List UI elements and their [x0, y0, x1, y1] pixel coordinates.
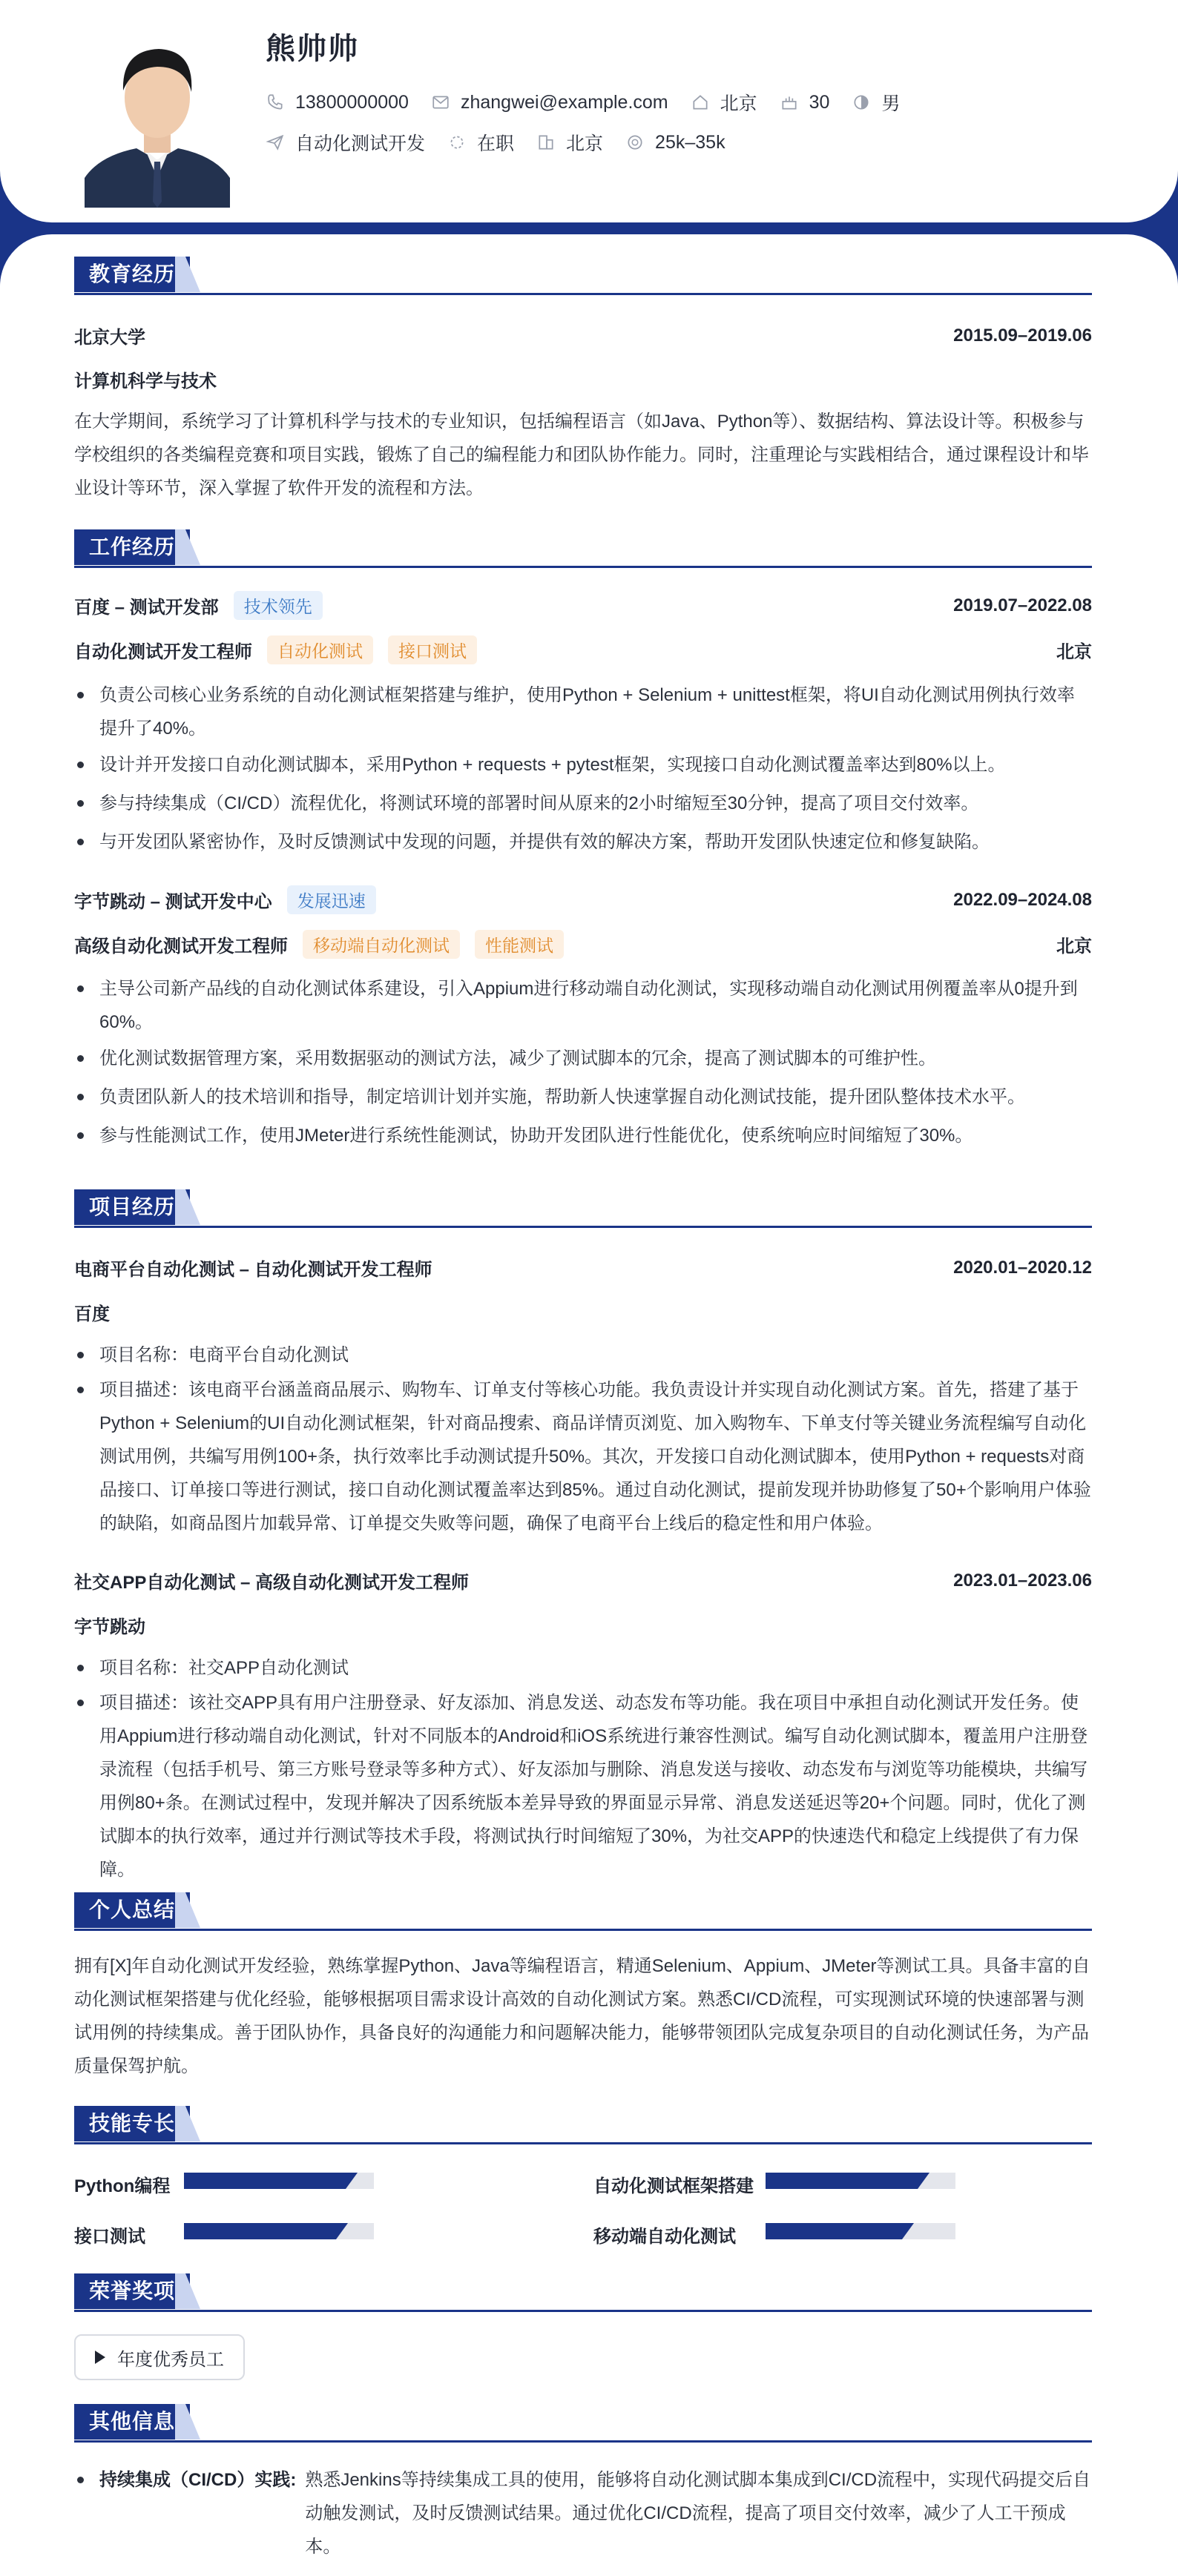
work-city: 北京: [1056, 937, 1092, 957]
skill-level-bar: [184, 2173, 374, 2189]
education-period: 2015.09–2019.06: [953, 325, 1092, 346]
skill-tag: 性能测试: [475, 930, 564, 959]
project-description: 项目描述：该社交APP具有用户注册登录、好友添加、消息发送、动态发布等功能。我在项目中承担自动化测试开发任务。使用Appium进行移动端自动化测试，针对不同版本的Android和iOS系统进行兼容性测试。编写自动化测试脚本，覆盖用户注册登录流程（包括手机号、第三方账号登录等多种方式）、好友添加与删除、消息发送与接收、动态发布与浏览等功能模块，共编写用例80+条。在测试过程中，发现并解决了因系统版本差异导致的界面显示异常、消息发送延迟等20+个问题。同时，优化了测试脚本的执行效率，通过并行测试等技术手段，将测试执行时间缩短了30%，为社交APP的快速迭代和稳定上线提供了有力保障。: [74, 1686, 1092, 1886]
work-bullet: 参与持续集成（CI/CD）流程优化，将测试环境的部署时间从原来的2小时缩短至30分钟，提高了项目交付效率。: [74, 787, 1092, 820]
education-head: [74, 323, 1092, 349]
work-period: 2022.09–2024.08: [953, 889, 1092, 910]
target-city-text: 北京: [566, 133, 604, 154]
skill-level-fill: [184, 2223, 336, 2239]
section-summary-title: 个人总结: [74, 1892, 190, 1928]
award-name: 年度优秀员工: [117, 2349, 224, 2370]
work-bullet: 设计并开发接口自动化测试脚本，采用Python + requests + pytest框架，实现接口自动化测试覆盖率达到80%以上。: [74, 748, 1092, 782]
work-entry-2-head: [74, 885, 1092, 914]
send-icon: [266, 133, 285, 152]
skill-level-fill: [766, 2173, 918, 2189]
section-work-title: 工作经历: [74, 529, 190, 565]
work-title: 高级自动化测试开发工程师: [74, 937, 288, 957]
section-projects: [74, 1189, 1092, 1228]
profile-header: [0, 0, 1178, 222]
work-bullet: 负责公司核心业务系统的自动化测试框架搭建与维护，使用Python + Selenium + unittest框架，将UI自动化测试用例执行效率提升了40%。: [74, 678, 1092, 745]
project-company: 字节跳动: [74, 1617, 145, 1637]
avatar: [85, 30, 230, 208]
project-period: 2023.01–2023.06: [953, 1570, 1092, 1591]
section-summary: [74, 1892, 1092, 1931]
skill-name: 接口测试: [74, 2227, 145, 2247]
skill-tag: 移动端自动化测试: [303, 930, 460, 959]
skill-level-fill: [766, 2223, 902, 2239]
school-name: 北京大学: [74, 328, 145, 348]
company-badge: 技术领先: [234, 591, 323, 620]
salary-text: 25k–35k: [655, 131, 725, 153]
work-bullet: 主导公司新产品线的自动化测试体系建设，引入Appium进行移动端自动化测试，实现移动端自动化测试用例覆盖率从0提升到60%。: [74, 972, 1092, 1039]
status-text: 在职: [477, 133, 515, 154]
other-item-text: 熟悉Jenkins等持续集成工具的使用，能够将自动化测试脚本集成到CI/CD流程中，实现代码提交后自动触发测试，及时反馈测试结果。通过优化CI/CD流程，提高了项目交付效率，减少了人工干预成本。: [305, 2470, 1091, 2557]
building-icon: [536, 133, 556, 152]
section-awards-title: 荣誉奖项: [74, 2273, 190, 2309]
position-item: [266, 129, 425, 156]
email-item: [431, 92, 668, 113]
coin-icon: [625, 133, 645, 152]
cake-icon: [780, 93, 799, 112]
project-description: 项目描述：该电商平台涵盖商品展示、购物车、订单支付等核心功能。我负责设计并实现自动化测试方案。首先，搭建了基于Python + Selenium的UI自动化测试框架，针对商品搜索、商品详情页浏览、加入购物车、下单支付等关键业务流程编写自动化测试用例，共编写用例100+条，执行效率比手动测试提升50%。其次，开发接口自动化测试脚本，使用Python + requests对商品接口、订单接口等进行测试，接口自动化测试覆盖率达到85%。通过自动化测试，提前发现并协助修复了50+个影响用户体验的缺陷，如商品图片加载异常、订单提交失败等问题，确保了电商平台上线后的稳定性和用户体验。: [74, 1373, 1092, 1540]
skill-name: 移动端自动化测试: [593, 2227, 736, 2247]
work-city: 北京: [1056, 642, 1092, 662]
target-city-item: [536, 129, 603, 156]
summary-text: 拥有[X]年自动化测试开发经验，熟练掌握Python、Java等编程语言，精通Selenium、Appium、JMeter等测试工具。具备丰富的自动化测试框架搭建与优化经验，能够根据项目需求设计高效的自动化测试方案。熟悉CI/CD流程，可实现测试环境的快速部署与测试用例的持续集成。善于团队协作，具备良好的沟通能力和问题解决能力，能够带领团队完成复杂项目的自动化测试任务，为产品质量保驾护航。: [74, 1956, 1090, 2076]
work-bullet: 与开发团队紧密协作，及时反馈测试中发现的问题，并提供有效的解决方案，帮助开发团队快速定位和修复缺陷。: [74, 825, 1092, 859]
phone-text: 13800000000: [295, 91, 409, 113]
other-item: [74, 2463, 1092, 2563]
work-bullet: 优化测试数据管理方案，采用数据驱动的测试方法，减少了测试脚本的冗余，提高了测试脚本的可维护性。: [74, 1042, 1092, 1075]
award-chip: [74, 2334, 245, 2380]
status-icon: [447, 133, 467, 152]
project-2-company-row: [74, 1612, 1092, 1638]
company-badge: 发展迅速: [287, 885, 376, 914]
work-bullet: 参与性能测试工作，使用JMeter进行系统性能测试，协助开发团队进行性能优化，使系统响应时间缩短了30%。: [74, 1119, 1092, 1152]
skill-level-bar: [184, 2223, 374, 2239]
skill-name: 自动化测试框架搭建: [593, 2176, 754, 2196]
section-education-title: 教育经历: [74, 257, 190, 292]
project-title: 社交APP自动化测试 – 高级自动化测试开发工程师: [74, 1573, 470, 1593]
project-company: 百度: [74, 1304, 110, 1324]
project-name-line: 项目名称：社交APP自动化测试: [74, 1651, 1092, 1685]
project-1-company-row: [74, 1299, 1092, 1325]
email-text: zhangwei@example.com: [460, 91, 668, 113]
education-major-row: [74, 366, 1092, 392]
age-text: 30: [809, 91, 830, 113]
gender-item: [852, 89, 900, 116]
work-company: 百度 – 测试开发部: [74, 598, 219, 618]
work-bullet: 负责团队新人的技术培训和指导，制定培训计划并实施，帮助新人快速掌握自动化测试技能，提升团队整体技术水平。: [74, 1080, 1092, 1114]
position-text: 自动化测试开发: [295, 133, 426, 154]
phone-item: [266, 92, 409, 113]
skill-name: Python编程: [74, 2176, 171, 2196]
section-skills: [74, 2106, 1092, 2144]
salary-item: [625, 132, 725, 153]
age-item: [780, 92, 830, 113]
skill-level-fill: [184, 2173, 346, 2189]
work-company: 字节跳动 – 测试开发中心: [74, 892, 272, 912]
phone-icon: [266, 93, 285, 112]
project-title: 电商平台自动化测试 – 自动化测试开发工程师: [74, 1260, 432, 1280]
section-projects-title: 项目经历: [74, 1189, 190, 1225]
city-text: 北京: [720, 93, 757, 114]
work-entry-1-role: [74, 635, 1092, 664]
skill-level-bar: [766, 2223, 955, 2239]
project-name-line: 项目名称：电商平台自动化测试: [74, 1338, 1092, 1372]
skill-level-bar: [766, 2173, 955, 2189]
play-icon: [95, 2351, 105, 2364]
section-skills-title: 技能专长: [74, 2106, 190, 2141]
city-item: [691, 89, 757, 116]
home-icon: [691, 93, 710, 112]
work-entry-1-head: [74, 591, 1092, 620]
skill-tag: 自动化测试: [267, 635, 373, 664]
project-1-head: [74, 1255, 1092, 1281]
work-entry-2-role: [74, 930, 1092, 959]
section-other: [74, 2404, 1092, 2443]
status-item: [447, 129, 514, 156]
major-name: 计算机科学与技术: [74, 371, 217, 392]
other-item-label: 持续集成（CI/CD）实践:: [99, 2470, 297, 2490]
job-intent-row: [266, 129, 748, 156]
section-work: [74, 529, 1092, 568]
section-education: [74, 257, 1092, 295]
project-period: 2020.01–2020.12: [953, 1257, 1092, 1278]
contact-row: [266, 89, 922, 116]
section-other-title: 其他信息: [74, 2404, 190, 2440]
section-awards: [74, 2273, 1092, 2312]
gender-icon: [852, 93, 871, 112]
skill-tag: 接口测试: [388, 635, 477, 664]
work-title: 自动化测试开发工程师: [74, 642, 252, 662]
candidate-name: 熊帅帅: [266, 33, 359, 65]
work-period: 2019.07–2022.08: [953, 595, 1092, 615]
education-description: 在大学期间，系统学习了计算机科学与技术的专业知识，包括编程语言（如Java、Python等）、数据结构、算法设计等。积极参与学校组织的各类编程竞赛和项目实践，锻炼了自己的编程能力和团队协作能力。同时，注重理论与实践相结合，通过课程设计和毕业设计等环节，深入掌握了软件开发的流程和方法。: [74, 412, 1089, 498]
project-2-head: [74, 1568, 1092, 1594]
mail-icon: [431, 93, 450, 112]
gender-text: 男: [881, 93, 901, 114]
